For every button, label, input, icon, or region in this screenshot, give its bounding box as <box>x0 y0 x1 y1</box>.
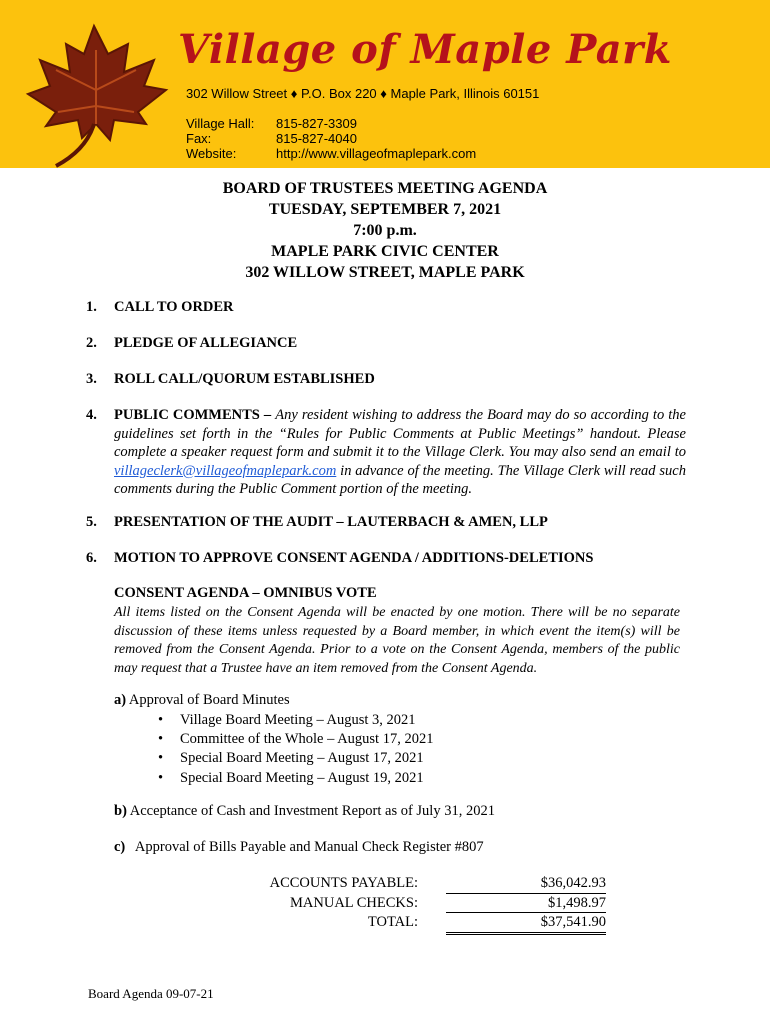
village-title: Village of Maple Park <box>178 26 672 73</box>
list-item: • Special Board Meeting – August 17, 2021 <box>158 749 433 768</box>
agenda-item <box>86 298 686 317</box>
table-row <box>180 874 606 894</box>
list-item: • Village Board Meeting – August 3, 2021 <box>158 711 433 730</box>
agenda-item <box>86 370 686 389</box>
contact-label: Fax: <box>186 131 212 146</box>
item-letter: c) <box>114 839 126 855</box>
item-text: Approval of Bills Payable and Manual Check Register #807 <box>134 839 484 855</box>
consent-agenda-description: All items listed on the Consent Agenda will be enacted by one motion. There will be no separate discussion of these items unless requested by a Board member, in which event the item(s) will be removed from the Consent Agenda. Prior to a vote on the Consent Agenda, members of the public may request that a Trustee have an item removed from the Consent Agenda. <box>114 605 680 676</box>
agenda-heading-line: TUESDAY, SEPTEMBER 7, 2021 <box>268 201 502 218</box>
contact-value: 815-827-4040 <box>276 131 357 146</box>
item-number: 6. <box>86 550 97 566</box>
consent-item-c <box>114 839 484 856</box>
item-title: PUBLIC COMMENTS – <box>114 407 276 423</box>
table-row <box>180 894 606 914</box>
clerk-email-link[interactable]: villageclerk@villageofmaplepark.com <box>114 462 337 479</box>
item-letter: b) <box>114 803 127 819</box>
total-amount: $1,498.97 <box>446 894 606 914</box>
grand-total-amount: $37,541.90 <box>446 913 606 935</box>
item-title: PLEDGE OF ALLEGIANCE <box>114 335 298 351</box>
item-number: 1. <box>86 299 97 315</box>
item-letter: a) <box>114 692 127 708</box>
agenda-heading-line: MAPLE PARK CIVIC CENTER <box>271 243 499 260</box>
contact-label: Village Hall: <box>186 116 255 131</box>
consent-item-a <box>114 692 290 709</box>
item-title: MOTION TO APPROVE CONSENT AGENDA / ADDITIONS-DELETIONS <box>114 550 594 566</box>
total-label: MANUAL CHECKS: <box>290 894 418 911</box>
contact-row <box>186 131 476 146</box>
table-row <box>180 913 606 935</box>
minutes-list <box>158 711 433 788</box>
total-amount: $36,042.93 <box>446 874 606 894</box>
letterhead <box>0 0 770 168</box>
contact-row <box>186 146 476 161</box>
item-number: 4. <box>86 407 97 423</box>
agenda-heading <box>0 178 770 283</box>
website-link[interactable]: http://www.villageofmaplepark.com <box>276 146 477 161</box>
agenda-item <box>86 549 686 568</box>
consent-item-b <box>114 803 495 820</box>
item-title: ROLL CALL/QUORUM ESTABLISHED <box>114 371 375 387</box>
total-label: TOTAL: <box>367 914 418 930</box>
agenda-heading-line: BOARD OF TRUSTEES MEETING AGENDA <box>222 180 548 197</box>
item-number: 3. <box>86 371 97 387</box>
page-footer: Board Agenda 09-07-21 <box>88 986 214 1001</box>
totals-table <box>180 874 606 935</box>
contact-row <box>186 116 476 131</box>
total-label: ACCOUNTS PAYABLE: <box>269 875 418 891</box>
item-title: CALL TO ORDER <box>114 299 234 315</box>
agenda-item-public-comments <box>86 406 686 499</box>
item-text: Approval of Board Minutes <box>128 692 290 708</box>
item-text: Acceptance of Cash and Investment Report as of July 31, 2021 <box>129 803 495 819</box>
agenda-heading-line: 302 WILLOW STREET, MAPLE PARK <box>245 264 525 281</box>
agenda-item <box>86 334 686 353</box>
maple-leaf-icon <box>16 20 176 170</box>
contact-value: 815-827-3309 <box>276 116 357 131</box>
item-title: PRESENTATION OF THE AUDIT – LAUTERBACH & AMEN, LLP <box>114 514 548 530</box>
agenda-heading-line: 7:00 p.m. <box>353 222 417 239</box>
contact-info <box>186 116 476 161</box>
item-description: in advance of the meeting. The Village Clerk will read such comments during the Public Comment portion of the meeting. <box>114 462 686 497</box>
list-item: • Special Board Meeting – August 19, 2021 <box>158 769 433 788</box>
village-address: 302 Willow Street ♦ P.O. Box 220 ♦ Maple Park, Illinois 60151 <box>186 86 540 101</box>
item-description: Any resident wishing to address the Board may do so according to the guidelines set forth in the “Rules for Public Comments at Public Meetings” handout. Please complete a speaker request form and submit it to the Village Clerk. You may also send an email to <box>114 407 686 460</box>
item-number: 2. <box>86 335 97 351</box>
item-number: 5. <box>86 514 97 530</box>
consent-agenda-title: CONSENT AGENDA – OMNIBUS VOTE <box>114 585 377 601</box>
agenda-item <box>86 513 686 532</box>
contact-label: Website: <box>186 146 237 161</box>
list-item: • Committee of the Whole – August 17, 2021 <box>158 730 433 749</box>
